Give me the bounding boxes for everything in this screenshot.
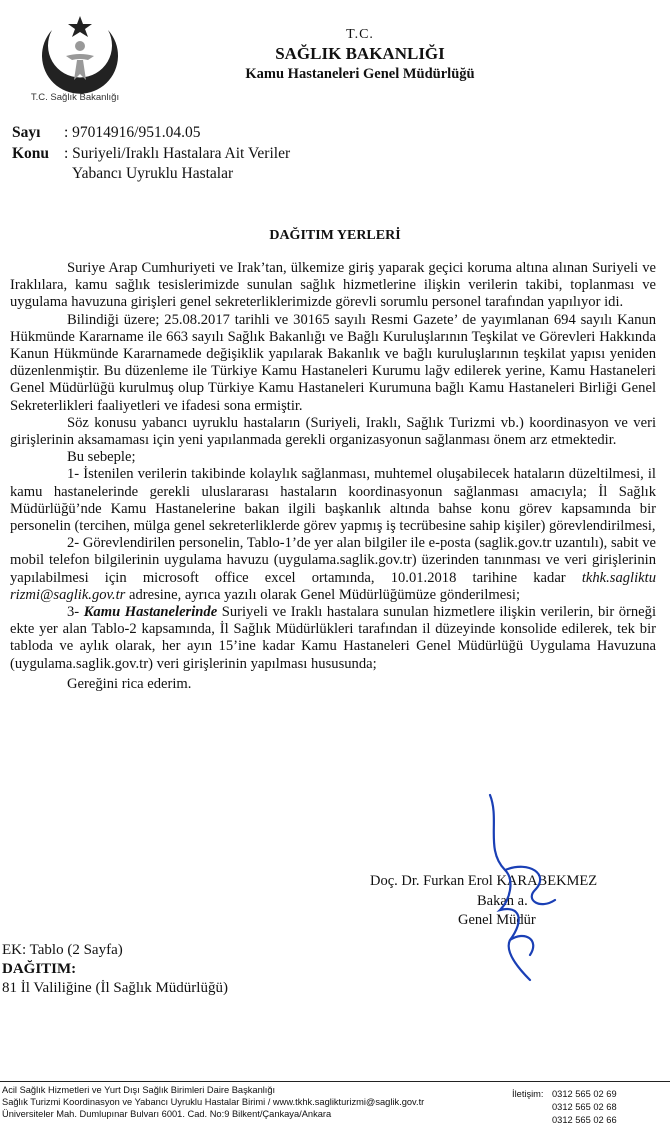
footer-line-1: Acil Sağlık Hizmetleri ve Yurt Dışı Sağlık Birimleri Daire Başkanlığı bbox=[2, 1085, 276, 1095]
footer-phone-2: 0312 565 02 68 bbox=[552, 1102, 617, 1112]
paragraph-2: Bilindiği üzere; 25.08.2017 tarihli ve 30165 sayılı Resmi Gazete’ de yayımlanan 694 sayılı Kanun Hükmünde Kararname ile 663 sayılı Sağlık Bakanlığı ve Bağlı Kuruluşlarının Teşkilat ve Görevleri Hakkında Kanun Hükmünde Kararnamede değişiklik yapılarak Bakanlık ve bağlı kuruluşlarının teşkilat yapısı yeniden düzenlenmiştir. Bu düzenleme ile Türkiye Kamu Hastaneleri Kurumu lağv edilerek yerine, Kamu Hastaneleri Genel Müdürlüğü kurulmuş olup Türkiye Kamu Hastaneleri Kurumuna bağlı Kamu Hastaneleri Birliği Genel Sekreterlikleri faaliyetleri ve ifadesi sona ermiştir. bbox=[10, 311, 656, 414]
footer-line-3: Üniversiteler Mah. Dumlupınar Bulvarı 6001. Cad. No:9 Bilkent/Çankaya/Ankara bbox=[2, 1109, 332, 1119]
signature-name: Doç. Dr. Furkan Erol KARABEKMEZ bbox=[370, 873, 598, 889]
dagitim-value: 81 İl Valiliğine (İl Sağlık Müdürlüğü) bbox=[2, 980, 228, 996]
list-item-2-text-a: 2- Görevlendirilen personelin, Tablo-1’de yer alan bilgiler ile e-posta (saglik.gov.tr uzantılı), sabit ve mobil telefon bilgilerinin uygulama havuzu (uygulama.saglik.gov.tr) üzerinden tanınması ve veri girişlerinin yapılabilmesi için microsoft office excel ortamında, 10.01.2018 tarihine kadar bbox=[10, 535, 656, 586]
paragraph-1: Suriye Arap Cumhuriyeti ve Irak’tan, ülkemize giriş yaparak geçici koruma altına alınan Suriyeli ve Iraklılara, kamu sağlık tesislerimizde sunulan sağlık hizmetlerine ilişkin verilerin takibi, toplanması ve uygulama havuzuna girişleri genel sekreterliklerimizde görevli sorumlu personel tarafından yapılıyor idi. bbox=[10, 260, 656, 311]
closing: Gereğini rica ederim. bbox=[67, 675, 192, 692]
konu-line2: Yabancı Uyruklu Hastalar bbox=[72, 165, 234, 182]
handwritten-signature bbox=[470, 790, 580, 990]
document-title: DAĞITIM YERLERİ bbox=[269, 228, 401, 243]
list-item-2-text-b: adresine, ayrıca yazılı olarak Genel Müdürlüğümüze gönderilmesi; bbox=[125, 586, 521, 603]
list-item-3-emphasis: Kamu Hastanelerinde bbox=[83, 604, 218, 621]
konu-row bbox=[12, 145, 290, 163]
signature-title-2: Genel Müdür bbox=[458, 912, 536, 928]
list-item-3 bbox=[10, 604, 656, 673]
konu-value: : Suriyeli/Iraklı Hastalara Ait Veriler bbox=[64, 145, 291, 162]
footer-phone-1: 0312 565 02 69 bbox=[552, 1089, 617, 1099]
ek-line: EK: Tablo (2 Sayfa) bbox=[2, 942, 123, 958]
sayi-row bbox=[12, 124, 201, 142]
list-item-1: 1- İstenilen verilerin takibinde kolaylık sağlanması, muhtemel oluşabilecek hataların düzeltilmesi, il kamu hastanelerinde gerekli uluslararası hastaların koordinasyonun sağlanması amacıyla; İl Sağlık Müdürlüğü’nde Kamu Hastanelerine bakan ilgili başkanlık altında bahse konu görev kapsamında bir personelin (tercihen, mülga genel sekreterliklerde görev yapmış iş tecrübesine sahip kişiler) görevlendirilmesi, bbox=[10, 466, 656, 535]
document-body bbox=[10, 260, 656, 693]
list-item-3-num: 3- bbox=[67, 604, 84, 621]
header-directorate: Kamu Hastaneleri Genel Müdürlüğü bbox=[245, 66, 475, 82]
sayi-value: : 97014916/951.04.05 bbox=[64, 124, 201, 141]
paragraph-3: Söz konusu yabancı uyruklu hastaların (Suriyeli, Iraklı, Sağlık Turizmi vb.) koordinasyon ve veri girişlerinin aksamaması için yeni yapılanmada gerekli organizasyonun sağlanması önem arz etmektedir. bbox=[10, 414, 656, 449]
logo-caption: T.C. Sağlık Bakanlığı bbox=[30, 92, 120, 103]
list-item-3-text: Suriyeli ve Iraklı hastalara sunulan hizmetlere ilişkin verilerin, bir örneği ekte yer alan Tablo-2 kapsamında, İl Sağlık Müdürlükleri tarafından il düzeyinde konsolide edilerek, tek bir tabloda ve aylık olarak, her ayın 15’ine kadar Kamu Hastaneleri Genel Müdürlüğü Uygulama Havuzuna (uygulama.saglik.gov.tr) veri girişlerinin yapılması hususunda; bbox=[10, 604, 657, 672]
footer-phone-3: 0312 565 02 66 bbox=[552, 1115, 617, 1125]
paragraph-4: Bu sebeple; bbox=[67, 449, 136, 466]
footer-contact-label: İletişim: bbox=[512, 1089, 544, 1099]
email-address: tkhk.sagliktu​rizmi@saglik.gov.tr bbox=[10, 569, 656, 603]
list-item-2 bbox=[10, 535, 656, 604]
signature-title-1: Bakan a. bbox=[477, 893, 528, 909]
header-tc: T.C. bbox=[346, 27, 374, 42]
dagitim-label: DAĞITIM: bbox=[2, 961, 77, 977]
konu-label: Konu bbox=[12, 145, 50, 162]
footer-line-2: Sağlık Turizmi Koordinasyon ve Yabancı Uyruklu Hastalar Birimi / www.tkhk.saglikturizmi@saglik.gov.tr bbox=[2, 1097, 425, 1107]
header-ministry: SAĞLIK BAKANLIĞI bbox=[275, 44, 445, 63]
footer-divider bbox=[0, 1081, 670, 1082]
sayi-label: Sayı bbox=[12, 124, 41, 141]
